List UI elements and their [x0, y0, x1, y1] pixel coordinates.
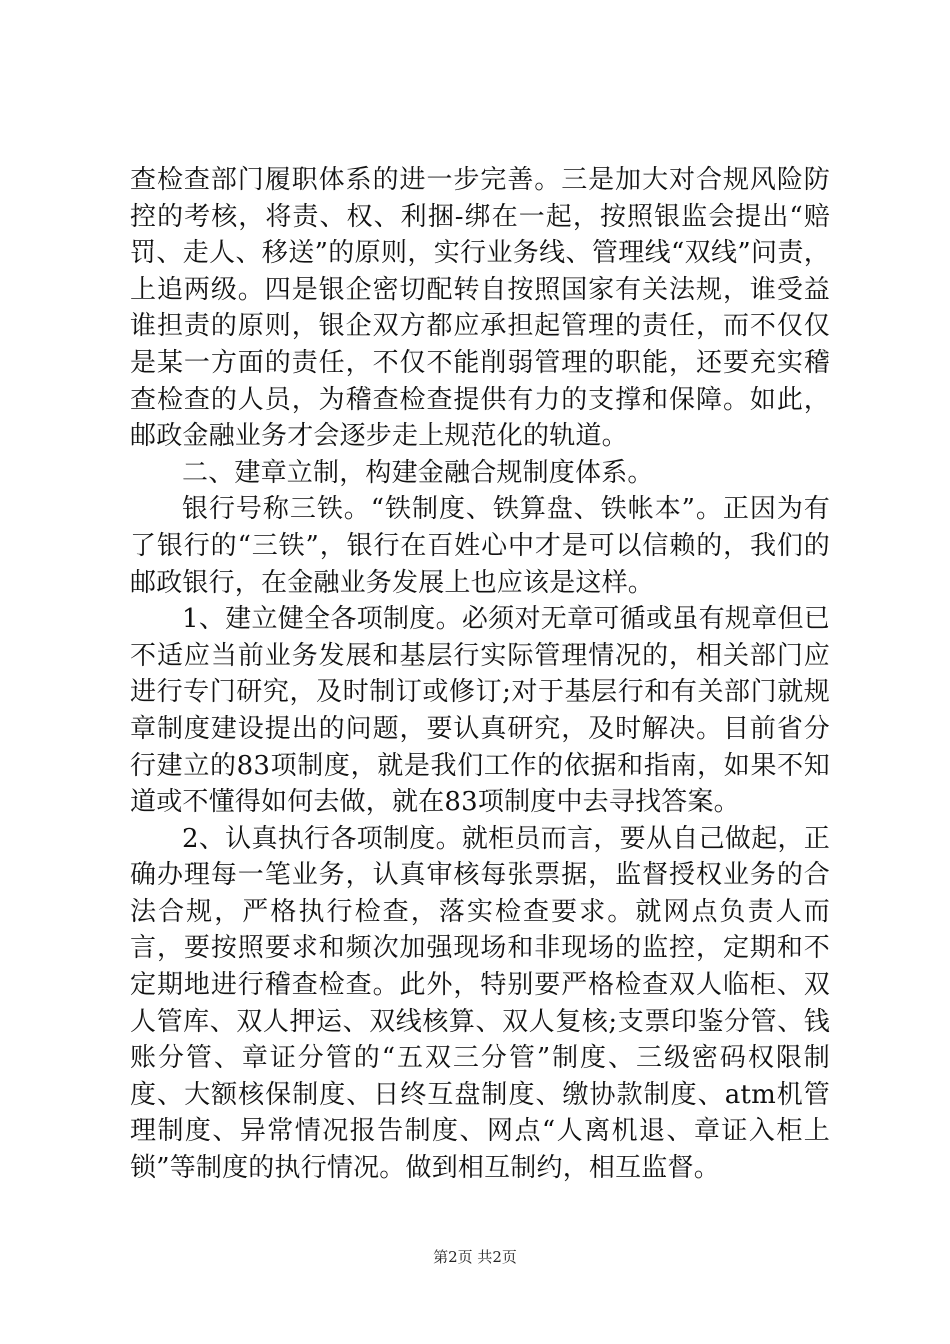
paragraph-item-2: 2、认真执行各项制度。就柜员而言，要从自己做起，正确办理每一笔业务，认真审核每张票据，监督授权业务的合法合规，严格执行检查，落实检查要求。就网点负责人而言，要按照要求和频次加强现场和非现场的监控，定期和不定期地进行稽查检查。此外，特别要严格检查双人临柜、双人管库、双人押运、双线核算、双人复核;支票印鉴分管、钱账分管、章证分管的“五双三分管”制度、三级密码权限制度、大额核保制度、日终互盘制度、缴协款制度、atm机管理制度、异常情况报告制度、网点“人离机退、章证入柜上锁”等制度的执行情况。做到相互制约，相互监督。	[130, 823, 830, 1184]
document-body	[130, 162, 830, 1187]
page-number-footer: 第2页 共2页	[433, 1248, 517, 1266]
paragraph-continuation: 查检查部门履职体系的进一步完善。三是加大对合规风险防控的考核，将责、权、利捆-绑在一起，按照银监会提出“赔罚、走人、移送”的原则，实行业务线、管理线“双线”问责，上追两级。四是银企密切配转自按照国家有关法规，谁受益谁担责的原则，银企双方都应承担起管理的责任，而不仅仅是某一方面的责任，不仅不能削弱管理的职能，还要充实稽查检查的人员，为稽查检查提供有力的支撑和保障。如此，邮政金融业务才会逐步走上规范化的轨道。	[130, 165, 830, 452]
section-heading: 二、建章立制，构建金融合规制度体系。	[182, 457, 654, 488]
paragraph-item-1: 1、建立健全各项制度。必须对无章可循或虽有规章但已不适应当前业务发展和基层行实际管理情况的，相关部门应进行专门研究，及时制订或修订;对于基层行和有关部门就规章制度建设提出的问题，要认真研究，及时解决。目前省分行建立的83项制度，就是我们工作的依据和指南，如果不知道或不懂得如何去做，就在83项制度中去寻找答案。	[130, 604, 830, 818]
paragraph-three-iron: 银行号称三铁。“铁制度、铁算盘、铁帐本”。正因为有了银行的“三铁”，银行在百姓心中才是可以信赖的，我们的邮政银行，在金融业务发展上也应该是这样。	[130, 494, 830, 598]
